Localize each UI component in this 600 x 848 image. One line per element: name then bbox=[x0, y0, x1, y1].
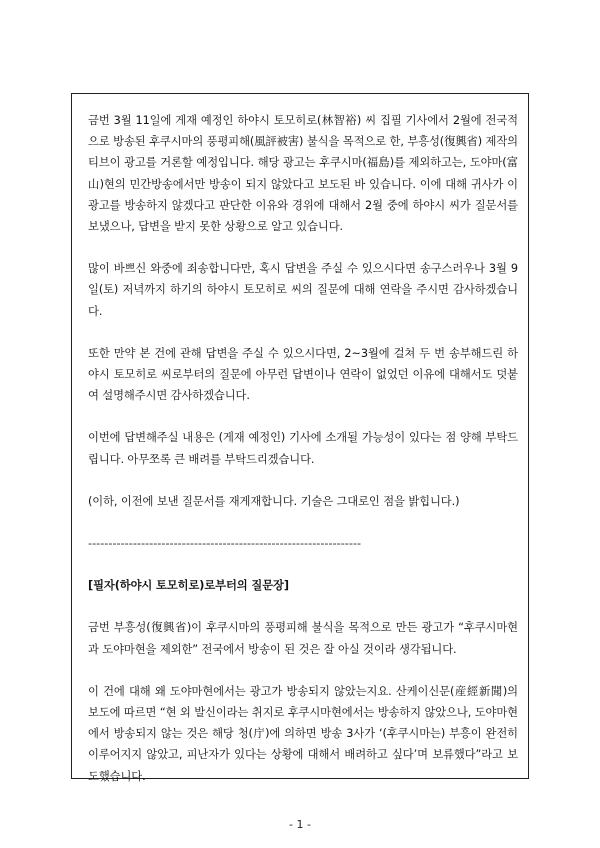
section-paragraph-2: 이 건에 대해 왜 도야마현에서는 광고가 방송되지 않았는지요. 산케이신문(産經新聞)의 보도에 따르면 “현 외 발신이라는 취지로 후쿠시마현에서는 방송하지 않았으나, 도야마현에서 방송되지 않는 것은 해당 청(庁)에 의하면 방송 3사가 ‘(후쿠시마는) 부흥이 완전히 이루어지지 않았고, 피난자가 있다는 상황에 대해서 배려하고 싶다’며 보류했다”라고 보도했습니다. bbox=[88, 684, 518, 783]
document-body bbox=[88, 110, 518, 787]
paragraph-notice: 이번에 답변해주실 내용은 (게재 예정인) 기사에 소개될 가능성이 있다는 점 양해 부탁드립니다. 아무쪼록 큰 배려를 부탁드리겠습니다. bbox=[88, 431, 518, 466]
section-paragraph-1: 금번 부흥성(復興省)이 후쿠시마의 풍평피해 불식을 목적으로 만든 광고가 “후쿠시마현과 도야마현을 제외한” 전국에서 방송이 된 것은 잘 아실 것이라 생각됩니다. bbox=[88, 621, 518, 656]
paragraph-repost-note: (이하, 이전에 보낸 질문서를 재게재합니다. 기술은 그대로인 점을 밝힙니다.) bbox=[88, 494, 460, 508]
paragraph-request: 많이 바쁘신 와중에 죄송합니다만, 혹시 답변을 주실 수 있으시다면 송구스러우나 3월 9일(토) 저녁까지 하기의 하야시 토모히로 씨의 질문에 대해 연락을 주시면 감사하겠습니다. bbox=[88, 262, 518, 318]
page-number: - 1 - bbox=[289, 818, 311, 831]
dashed-divider: ------------------------------------------------------------------- bbox=[88, 537, 362, 551]
section-title: [필자(하야시 토모히로)로부터의 질문장] bbox=[88, 579, 289, 593]
paragraph-additional-request: 또한 만약 본 건에 관해 답변을 주실 수 있으시다면, 2~3월에 걸쳐 두 번 송부해드린 하야시 토모히로 씨로부터의 질문에 아무런 답변이나 연락이 없었던 이유에 대해서도 덧붙여 설명해주시면 감사하겠습니다. bbox=[88, 346, 518, 403]
paragraph-intro: 금번 3월 11일에 게재 예정인 하야시 토모히로(林智裕) 씨 집필 기사에서 2월에 전국적으로 방송된 후쿠시마의 풍평피해(風評被害) 불식을 목적으로 한, 부흥성(復興省) 제작의 티브이 광고를 거론할 예정입니다. 해당 광고는 후쿠시마(福島)를 제외하고는, 도야마(富山)현의 민간방송에서만 방송이 되지 않았다고 보도된 바 있습니다. 이에 대해 귀사가 이 광고를 방송하지 않겠다고 판단한 이유와 경위에 대해서 2월 중에 하야시 씨가 질문서를 보냈으나, 답변을 받지 못한 상황으로 알고 있습니다. bbox=[88, 114, 518, 234]
